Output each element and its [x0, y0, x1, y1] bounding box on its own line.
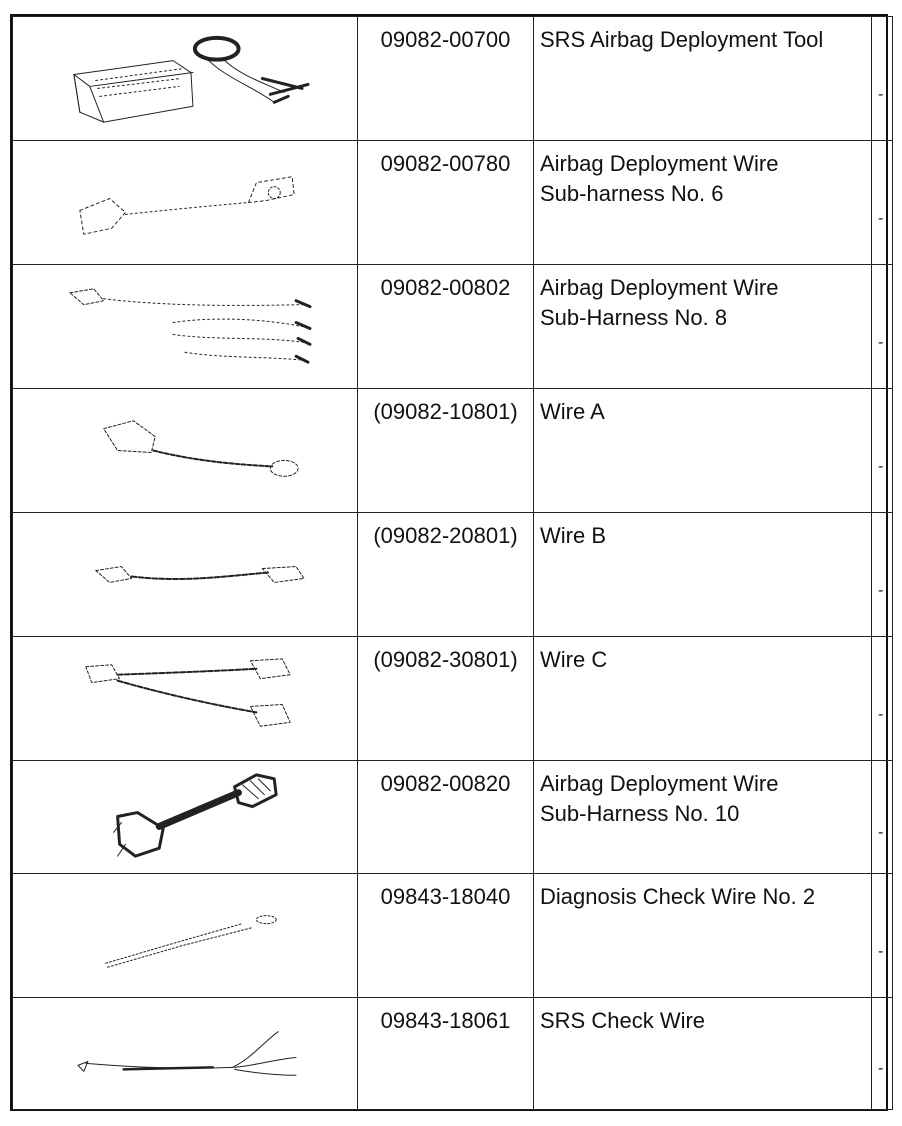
illustration-cell [13, 265, 358, 389]
description-cell [534, 998, 872, 1110]
part-number-cell [358, 141, 534, 265]
description-line: Airbag Deployment Wire [540, 151, 779, 176]
description-line: Sub-Harness No. 10 [540, 801, 740, 826]
part-number: 09843-18040 [380, 884, 511, 909]
dash-mark: - [878, 705, 884, 723]
part-number: (09082-30801) [373, 647, 518, 672]
dash-mark: - [878, 823, 884, 841]
illustration-cell [13, 874, 358, 998]
description-line: SRS Airbag Deployment Tool [540, 27, 824, 52]
part-number-cell [358, 998, 534, 1110]
table-row [13, 513, 893, 637]
part-number: 09082-00820 [380, 771, 511, 796]
description-line: Sub-Harness No. 8 [540, 305, 728, 330]
illustration-cell [13, 998, 358, 1110]
part-number: 09082-00780 [380, 151, 511, 176]
description-cell [534, 874, 872, 998]
illustration-cell [13, 761, 358, 874]
connector-wire-icon [13, 761, 357, 873]
description-line: Airbag Deployment Wire [540, 275, 779, 300]
part-number-cell [358, 637, 534, 761]
dash-mark: - [878, 85, 884, 103]
description-cell [534, 513, 872, 637]
dash-cell [872, 761, 893, 874]
wire-harness-icon [13, 141, 357, 264]
parts-table-frame [10, 14, 888, 1111]
dash-cell [872, 637, 893, 761]
dash-cell [872, 874, 893, 998]
part-number-cell [358, 265, 534, 389]
dash-cell [872, 17, 893, 141]
description-line: Wire B [540, 523, 606, 548]
parts-table [12, 16, 893, 1110]
dash-cell [872, 265, 893, 389]
dash-mark: - [878, 209, 884, 227]
table-row [13, 265, 893, 389]
description-line: Sub-harness No. 6 [540, 181, 724, 206]
description-cell [534, 141, 872, 265]
description-cell [534, 17, 872, 141]
description-cell [534, 265, 872, 389]
description-cell [534, 637, 872, 761]
part-number-cell [358, 389, 534, 513]
table-row [13, 389, 893, 513]
part-number-cell [358, 17, 534, 141]
description-line: Wire A [540, 399, 605, 424]
illustration-cell [13, 17, 358, 141]
multi-wire-harness-icon [13, 265, 357, 388]
table-row [13, 17, 893, 141]
dash-cell [872, 513, 893, 637]
description-line: Diagnosis Check Wire No. 2 [540, 884, 816, 909]
description-line: Wire C [540, 647, 608, 672]
description-cell [534, 761, 872, 874]
illustration-cell [13, 141, 358, 265]
description-line: Airbag Deployment Wire [540, 771, 779, 796]
dash-cell [872, 998, 893, 1110]
illustration-cell [13, 637, 358, 761]
part-number: (09082-10801) [373, 399, 518, 424]
srs-check-wire-icon [13, 998, 357, 1109]
part-number-cell [358, 513, 534, 637]
part-number: (09082-20801) [373, 523, 518, 548]
table-row [13, 998, 893, 1110]
dash-mark: - [878, 581, 884, 599]
part-number: 09082-00802 [380, 275, 511, 300]
illustration-cell [13, 389, 358, 513]
dash-mark: - [878, 333, 884, 351]
dash-mark: - [878, 457, 884, 475]
wire-a-icon [13, 389, 357, 512]
dash-cell [872, 389, 893, 513]
table-row [13, 761, 893, 874]
description-line: SRS Check Wire [540, 1008, 706, 1033]
deployment-tool-icon [13, 17, 357, 140]
description-cell [534, 389, 872, 513]
dash-mark: - [878, 1060, 884, 1078]
dash-cell [872, 141, 893, 265]
part-number: 09843-18061 [380, 1008, 511, 1033]
table-row [13, 874, 893, 998]
part-number-cell [358, 874, 534, 998]
illustration-cell [13, 513, 358, 637]
part-number: 09082-00700 [380, 27, 511, 52]
part-number-cell [358, 761, 534, 874]
table-row [13, 637, 893, 761]
wire-c-icon [13, 637, 357, 760]
dash-mark: - [878, 942, 884, 960]
table-row [13, 141, 893, 265]
check-wire-icon [13, 874, 357, 997]
wire-b-icon [13, 513, 357, 636]
